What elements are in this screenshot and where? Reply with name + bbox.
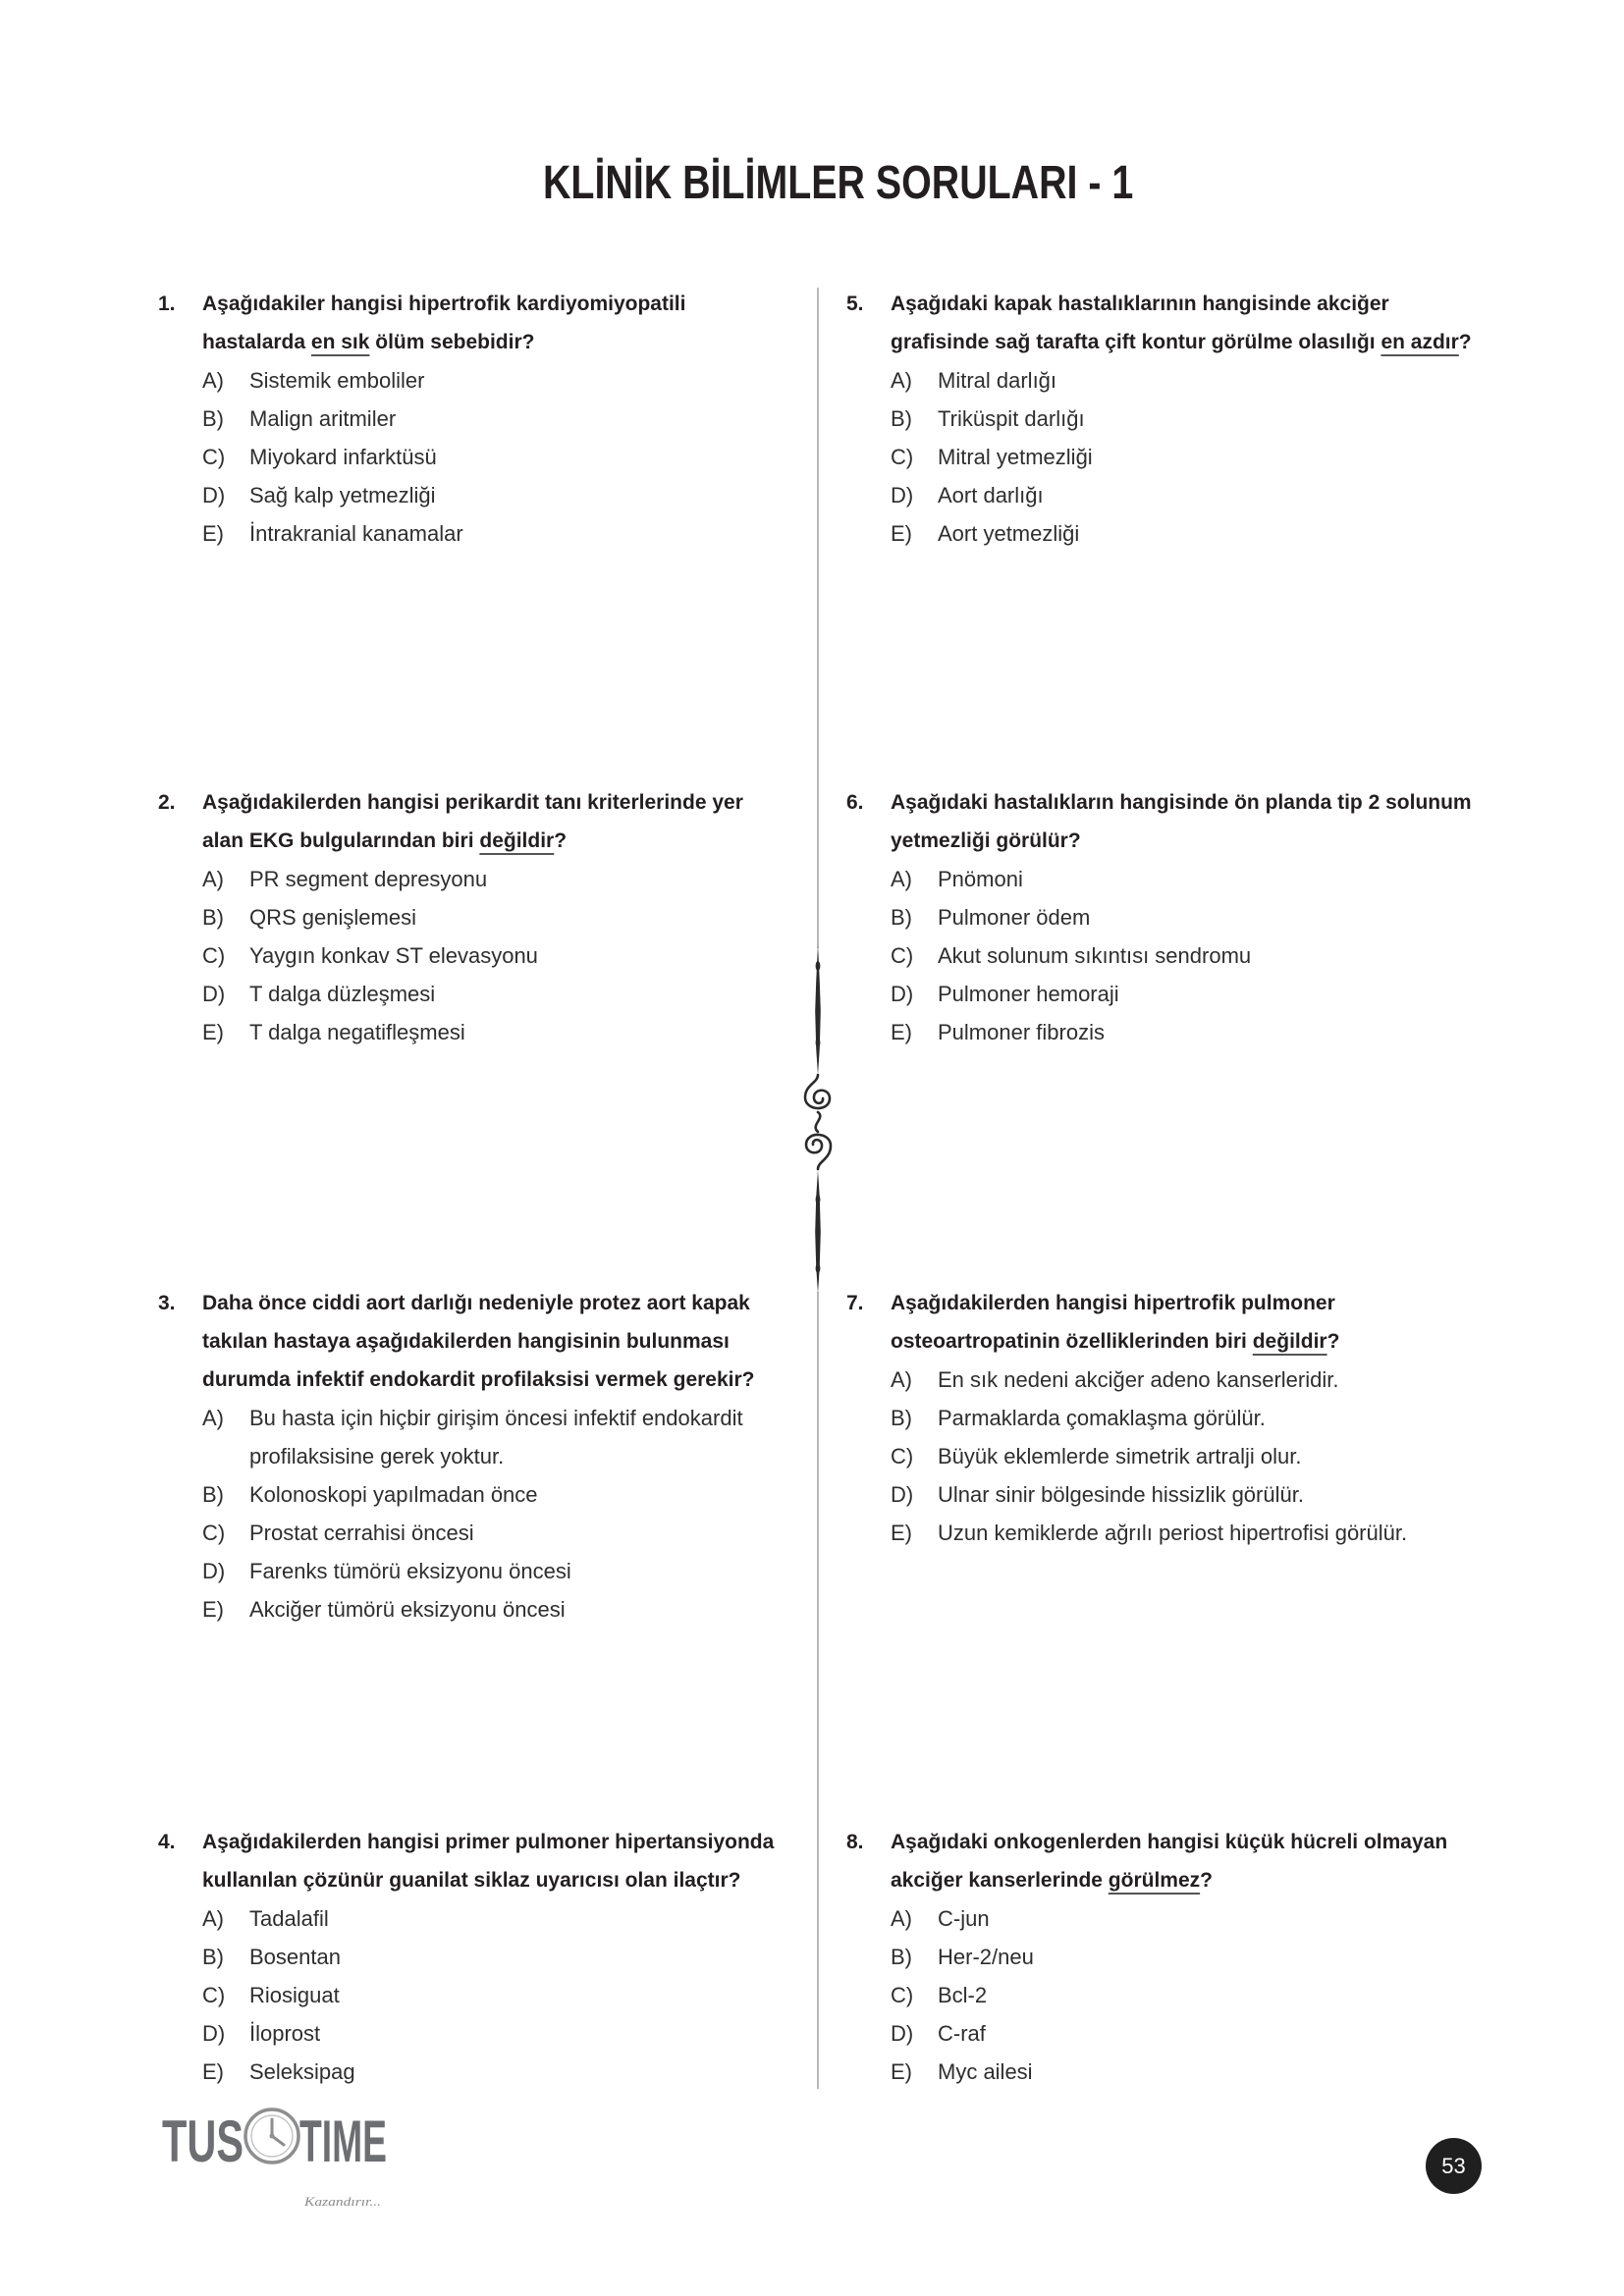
stem-text: durumda infektif endokardit profilaksisi vermek gerekir? xyxy=(202,1368,755,1391)
option-text: Bcl-2 xyxy=(938,1983,988,2007)
option-e xyxy=(202,514,806,553)
stem-line xyxy=(891,1823,1494,1861)
option-letter: A) xyxy=(202,1906,224,1931)
answer-options xyxy=(891,361,1494,553)
option-c xyxy=(891,936,1494,975)
option-text: Akut solunum sıkıntısı sendromu xyxy=(938,943,1252,968)
question-stem xyxy=(202,285,806,361)
option-letter: D) xyxy=(891,2021,914,2046)
option-text: T dalga negatifleşmesi xyxy=(249,1020,465,1044)
option-letter: B) xyxy=(891,905,912,930)
option-text: İntrakranial kanamalar xyxy=(249,521,463,546)
option-letter: A) xyxy=(202,368,224,393)
option-text: Pulmoner ödem xyxy=(938,905,1091,930)
option-d xyxy=(202,975,806,1013)
option-letter: E) xyxy=(202,521,224,546)
stem-text: osteoartropatinin özelliklerinden biri xyxy=(891,1330,1253,1353)
stem-text: alan EKG bulgularından biri xyxy=(202,829,480,852)
option-text: Sistemik emboliler xyxy=(249,368,425,393)
stem-line xyxy=(202,1823,806,1861)
stem-line xyxy=(202,1322,806,1361)
option-letter: C) xyxy=(202,1521,226,1545)
option-text: Pulmoner hemoraji xyxy=(938,982,1119,1006)
option-text: Seleksipag xyxy=(249,2059,355,2084)
option-text: Akciğer tümörü eksizyonu öncesi xyxy=(249,1597,566,1622)
option-letter: A) xyxy=(891,368,912,393)
option-e xyxy=(891,1514,1494,1552)
option-c xyxy=(202,1976,806,2014)
option-letter: A) xyxy=(891,1367,912,1392)
question-number: 8. xyxy=(846,1831,864,1853)
option-text: Ulnar sinir bölgesinde hissizlik görülür. xyxy=(938,1482,1304,1507)
clock-icon xyxy=(245,2109,298,2163)
option-text: Parmaklarda çomaklaşma görülür. xyxy=(938,1406,1266,1430)
option-c xyxy=(202,1514,806,1552)
option-letter: D) xyxy=(202,2021,226,2046)
option-text: Yaygın konkav ST elevasyonu xyxy=(249,943,538,968)
stem-text: Aşağıdaki kapak hastalıklarının hangisinde akciğer xyxy=(891,293,1389,315)
stem-text: ? xyxy=(554,829,568,852)
stem-line xyxy=(202,1284,806,1322)
option-text: Bu hasta için hiçbir girişim öncesi infektif endokardit xyxy=(249,1406,743,1430)
option-text: Her-2/neu xyxy=(938,1945,1034,1969)
option-c xyxy=(891,1976,1494,2014)
question-stem xyxy=(202,1823,806,1899)
option-e xyxy=(891,2053,1494,2091)
option-letter: B) xyxy=(891,406,912,431)
option-text: Pulmoner fibrozis xyxy=(938,1020,1105,1044)
option-letter: E) xyxy=(891,2059,912,2084)
option-b xyxy=(202,898,806,936)
stem-line xyxy=(891,285,1494,323)
stem-emphasis: değildir xyxy=(1252,1330,1327,1353)
option-d xyxy=(891,2014,1494,2053)
question-body xyxy=(891,1823,1494,2091)
option-letter: C) xyxy=(891,943,914,968)
option-e xyxy=(891,1013,1494,1051)
answer-options xyxy=(891,1361,1494,1552)
option-b xyxy=(891,1399,1494,1437)
option-letter: B) xyxy=(202,1482,224,1507)
option-d xyxy=(891,975,1494,1013)
option-text: Sağ kalp yetmezliği xyxy=(249,483,436,507)
option-text: Tadalafil xyxy=(249,1906,329,1931)
stem-line xyxy=(891,323,1494,361)
stem-line xyxy=(202,285,806,323)
option-text: PR segment depresyonu xyxy=(249,867,488,891)
option-letter: E) xyxy=(891,521,912,546)
logo-text-time: TIME xyxy=(299,2109,387,2174)
stem-emphasis: en sık xyxy=(310,331,370,353)
option-b xyxy=(202,1475,806,1514)
answer-options xyxy=(202,1399,806,1629)
option-text: Aort yetmezliği xyxy=(938,521,1080,546)
option-letter: B) xyxy=(891,1406,912,1430)
stem-text: takılan hastaya aşağıdakilerden hangisinin bulunması xyxy=(202,1330,730,1353)
question-stem xyxy=(891,783,1494,860)
option-text: Riosiguat xyxy=(249,1983,340,2007)
stem-text: kullanılan çözünür guanilat siklaz uyarıcısı olan ilaçtır? xyxy=(202,1869,741,1892)
stem-text: Aşağıdaki hastalıkların hangisinde ön planda tip 2 solunum xyxy=(891,791,1472,814)
option-letter: D) xyxy=(202,1559,226,1583)
answer-options xyxy=(891,1899,1494,2091)
option-text: T dalga düzleşmesi xyxy=(249,982,436,1006)
option-c xyxy=(202,936,806,975)
option-b xyxy=(891,400,1494,438)
option-text: İloprost xyxy=(249,2021,321,2046)
stem-emphasis: en azdır xyxy=(1380,331,1459,353)
option-c xyxy=(891,1437,1494,1475)
question-body xyxy=(202,285,806,553)
option-a xyxy=(202,1899,806,1938)
option-text: Farenks tümörü eksizyonu öncesi xyxy=(249,1559,571,1583)
option-text: profilaksisine gerek yoktur. xyxy=(249,1444,505,1468)
option-text: Pnömoni xyxy=(938,867,1023,891)
question-number: 6. xyxy=(846,791,864,814)
stem-line xyxy=(891,783,1494,822)
question-stem xyxy=(891,1284,1494,1361)
option-letter: A) xyxy=(202,1406,224,1430)
option-text: Kolonoskopi yapılmadan önce xyxy=(249,1482,538,1507)
question-number: 2. xyxy=(158,791,176,814)
option-text: Aort darlığı xyxy=(938,483,1044,507)
option-d xyxy=(202,1552,806,1590)
option-d xyxy=(891,1475,1494,1514)
option-text: Prostat cerrahisi öncesi xyxy=(249,1521,474,1545)
stem-text: akciğer kanserlerinde xyxy=(891,1869,1109,1892)
question-body xyxy=(891,285,1494,553)
question-number: 1. xyxy=(158,293,176,315)
option-text: C-jun xyxy=(938,1906,990,1931)
stem-line xyxy=(202,822,806,860)
option-letter: D) xyxy=(202,483,226,507)
stem-text: Aşağıdakilerden hangisi hipertrofik pulmoner xyxy=(891,1292,1335,1314)
stem-emphasis: değildir xyxy=(479,829,555,852)
page-number-badge: 53 xyxy=(1426,2138,1482,2194)
option-b xyxy=(202,1938,806,1976)
question-body xyxy=(202,1823,806,2091)
option-letter: E) xyxy=(891,1521,912,1545)
page-title: KLİNİK BİLİMLER SORULARI - 1 xyxy=(543,157,1134,209)
question-stem xyxy=(891,285,1494,361)
stem-text: Daha önce ciddi aort darlığı nedeniyle protez aort kapak xyxy=(202,1292,750,1314)
option-a xyxy=(891,361,1494,400)
option-letter: B) xyxy=(202,1945,224,1969)
option-text: Triküspit darlığı xyxy=(938,406,1085,431)
question-number: 3. xyxy=(158,1292,176,1314)
option-e xyxy=(202,1013,806,1051)
stem-line xyxy=(202,783,806,822)
option-text: Uzun kemiklerde ağrılı periost hipertrofisi görülür. xyxy=(938,1521,1408,1545)
option-d xyxy=(202,476,806,514)
option-e xyxy=(202,1590,806,1629)
answer-options xyxy=(202,361,806,553)
question-number: 7. xyxy=(846,1292,864,1314)
stem-line xyxy=(891,1322,1494,1361)
option-letter: D) xyxy=(891,483,914,507)
option-text: Bosentan xyxy=(249,1945,341,1969)
stem-line xyxy=(202,1361,806,1399)
stem-line xyxy=(202,1861,806,1899)
stem-emphasis: görülmez xyxy=(1108,1869,1201,1892)
option-letter: E) xyxy=(202,1597,224,1622)
option-a xyxy=(891,860,1494,898)
stem-text: Aşağıdakilerden hangisi primer pulmoner hipertansiyonda xyxy=(202,1831,775,1853)
option-letter: C) xyxy=(202,1983,226,2007)
option-letter: E) xyxy=(202,1020,224,1044)
option-letter: A) xyxy=(891,867,912,891)
answer-options xyxy=(202,1899,806,2091)
option-c xyxy=(202,438,806,476)
option-a xyxy=(891,1899,1494,1938)
answer-options xyxy=(202,860,806,1051)
option-letter: A) xyxy=(891,1906,912,1931)
option-letter: E) xyxy=(891,1020,912,1044)
question-stem xyxy=(891,1823,1494,1899)
stem-text: grafisinde sağ tarafta çift kontur görülme olasılığı xyxy=(891,331,1381,353)
option-letter: B) xyxy=(891,1945,912,1969)
stem-line xyxy=(891,1284,1494,1322)
option-letter: C) xyxy=(202,445,226,469)
logo-tagline: Kazandırır... xyxy=(302,2194,381,2209)
stem-text: ? xyxy=(1200,1869,1213,1892)
option-text: Büyük eklemlerde simetrik artralji olur. xyxy=(938,1444,1302,1468)
option-letter: B) xyxy=(202,406,224,431)
stem-text: Aşağıdakilerden hangisi perikardit tanı kriterlerinde yer xyxy=(202,791,743,814)
question-body xyxy=(202,1284,806,1629)
option-text: C-raf xyxy=(938,2021,986,2046)
stem-text: Aşağıdakiler hangisi hipertrofik kardiyomiyopatili xyxy=(202,293,686,315)
question-stem xyxy=(202,1284,806,1399)
option-a xyxy=(202,1399,806,1475)
answer-options xyxy=(891,860,1494,1051)
tustime-logo xyxy=(157,2101,403,2223)
logo-text-tus: TUS xyxy=(162,2109,244,2174)
option-letter: D) xyxy=(202,982,226,1006)
question-number: 4. xyxy=(158,1831,176,1853)
question-body xyxy=(202,783,806,1051)
option-c xyxy=(891,438,1494,476)
option-letter: C) xyxy=(202,943,226,968)
question-number: 5. xyxy=(846,293,864,315)
option-letter: A) xyxy=(202,867,224,891)
option-a xyxy=(891,1361,1494,1399)
option-letter: D) xyxy=(891,982,914,1006)
option-letter: E) xyxy=(202,2059,224,2084)
option-e xyxy=(891,514,1494,553)
stem-text: yetmezliği görülür? xyxy=(891,829,1081,852)
stem-text: hastalarda xyxy=(202,331,311,353)
option-b xyxy=(891,898,1494,936)
option-text: Mitral yetmezliği xyxy=(938,445,1093,469)
option-text: Mitral darlığı xyxy=(938,368,1057,393)
option-text: Miyokard infarktüsü xyxy=(249,445,437,469)
stem-line xyxy=(891,822,1494,860)
option-a xyxy=(202,860,806,898)
option-letter: D) xyxy=(891,1482,914,1507)
option-letter: C) xyxy=(891,445,914,469)
question-body xyxy=(891,1284,1494,1552)
option-d xyxy=(202,2014,806,2053)
option-letter: C) xyxy=(891,1983,914,2007)
stem-text: Aşağıdaki onkogenlerden hangisi küçük hücreli olmayan xyxy=(891,1831,1448,1853)
option-letter: C) xyxy=(891,1444,914,1468)
option-text: Myc ailesi xyxy=(938,2059,1033,2084)
option-e xyxy=(202,2053,806,2091)
stem-text: ölüm sebebidir? xyxy=(369,331,535,353)
option-text: En sık nedeni akciğer adeno kanserleridir. xyxy=(938,1367,1339,1392)
option-a xyxy=(202,361,806,400)
question-stem xyxy=(202,783,806,860)
option-d xyxy=(891,476,1494,514)
question-body xyxy=(891,783,1494,1051)
option-b xyxy=(891,1938,1494,1976)
stem-line xyxy=(891,1861,1494,1899)
option-text: QRS genişlemesi xyxy=(249,905,416,930)
stem-line xyxy=(202,323,806,361)
stem-text: ? xyxy=(1326,1330,1340,1353)
stem-text: ? xyxy=(1458,331,1472,353)
option-letter: B) xyxy=(202,905,224,930)
option-text: Malign aritmiler xyxy=(249,406,397,431)
option-b xyxy=(202,400,806,438)
